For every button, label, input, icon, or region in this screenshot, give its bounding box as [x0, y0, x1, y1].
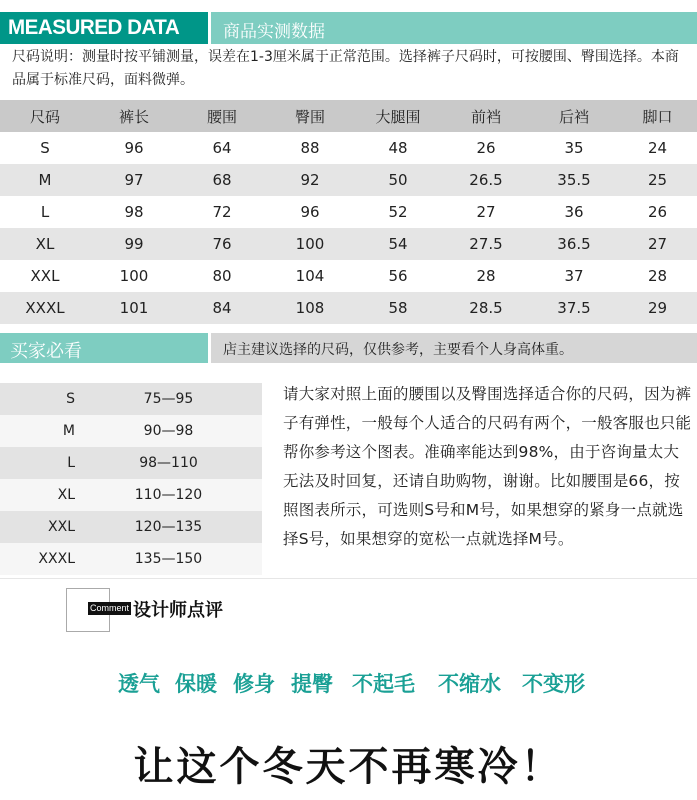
- table-cell: 104: [295, 267, 325, 285]
- feature-list: [0, 668, 697, 698]
- table-cell: 80: [212, 267, 232, 285]
- table-cell: 28: [476, 267, 496, 285]
- table-cell: 36.5: [530, 228, 618, 260]
- col-header: 臀围: [266, 100, 354, 132]
- table-cell: 35.5: [530, 164, 618, 196]
- table-cell: 27.5: [442, 228, 530, 260]
- feature-item: 不起毛: [352, 672, 415, 696]
- table-row: [0, 196, 697, 228]
- size-table: [0, 100, 697, 324]
- table-cell: 29: [618, 292, 697, 324]
- size-advice-text: 请大家对照上面的腰围以及臀围选择适合你的尺码，因为裤子有弹性，一般每个人适合的尺码有两个，一般客服也只能帮你参考这个图表。准确率能达到98%，由于咨询量太大无法及时回复，还请自助购物，谢谢。比如腰围是66，按照图表所示，可选则S号和M号，如果想穿的紧身一点就选择S号，如果想穿的宽松一点就选择M号。: [283, 385, 692, 548]
- col-header: 大腿围: [354, 100, 442, 132]
- table-cell: S: [40, 139, 50, 157]
- table-cell: 36: [564, 203, 584, 221]
- buyer-notice-subtitle-block: [211, 333, 697, 363]
- table-cell: 52: [388, 203, 408, 221]
- table-cell: 28.5: [442, 292, 530, 324]
- rec-range: 90—98: [75, 415, 262, 447]
- table-cell: 88: [300, 139, 320, 157]
- size-table-header-row: [0, 100, 697, 132]
- table-row: [0, 164, 697, 196]
- table-cell: 27: [618, 228, 697, 260]
- col-header: 裤长: [90, 100, 178, 132]
- col-header: 尺码: [0, 100, 90, 132]
- rec-size: XXXL: [0, 543, 75, 575]
- buyer-notice-title-block: [0, 333, 208, 363]
- table-cell: 35: [564, 139, 584, 157]
- header-title-en: MEASURED DATA: [8, 16, 180, 39]
- table-cell: 50: [354, 164, 442, 196]
- measured-data-header: [0, 12, 697, 44]
- col-header: 脚口: [618, 100, 697, 132]
- table-row: [0, 260, 697, 292]
- col-header: 腰围: [178, 100, 266, 132]
- buyer-notice-header: [0, 333, 697, 363]
- table-row: [0, 228, 697, 260]
- table-cell: 25: [618, 164, 697, 196]
- table-cell: 99: [90, 228, 178, 260]
- feature-item: 修身: [233, 672, 275, 696]
- feature-item: 不缩水: [438, 672, 501, 696]
- table-cell: 24: [647, 139, 668, 157]
- header-title-block: [0, 12, 208, 44]
- table-cell: 54: [354, 228, 442, 260]
- table-row: [0, 415, 262, 447]
- table-row: [0, 447, 262, 479]
- rec-range: 110—120: [75, 479, 262, 511]
- table-cell: 27: [476, 203, 496, 221]
- feature-item: 不变形: [522, 672, 585, 696]
- buyer-notice-subtitle: 店主建议选择的尺码，仅供参考，主要看个人身高体重。: [223, 342, 573, 358]
- table-cell: 108: [266, 292, 354, 324]
- rec-range: 120—135: [75, 511, 262, 543]
- table-cell: 37.5: [530, 292, 618, 324]
- table-row: [0, 383, 262, 415]
- table-row: [0, 511, 262, 543]
- table-cell: 84: [178, 292, 266, 324]
- table-row: [0, 132, 697, 164]
- table-cell: 96: [124, 139, 144, 157]
- section-divider: [0, 578, 697, 579]
- col-header: 后裆: [530, 100, 618, 132]
- table-cell: 26: [647, 203, 668, 221]
- table-cell: M: [0, 164, 90, 196]
- table-cell: 58: [354, 292, 442, 324]
- table-cell: 76: [178, 228, 266, 260]
- rec-size: M: [0, 415, 75, 447]
- rec-size: XXL: [0, 511, 75, 543]
- table-cell: XXL: [30, 267, 60, 285]
- designer-comment-title: 设计师点评: [133, 600, 223, 621]
- table-cell: 98: [124, 203, 144, 221]
- buyer-notice-title: 买家必看: [10, 341, 82, 362]
- table-cell: XXXL: [0, 292, 90, 324]
- table-cell: 101: [90, 292, 178, 324]
- table-cell: 26.5: [442, 164, 530, 196]
- table-cell: XL: [0, 228, 90, 260]
- col-header: 前裆: [442, 100, 530, 132]
- rec-size: L: [0, 447, 75, 479]
- table-cell: 96: [300, 203, 320, 221]
- rec-range: 98—110: [75, 447, 262, 479]
- rec-size: XL: [0, 479, 75, 511]
- header-title-cn: 商品实测数据: [223, 22, 325, 42]
- table-cell: 92: [266, 164, 354, 196]
- table-cell: 56: [388, 267, 408, 285]
- table-cell: 64: [212, 139, 232, 157]
- slogan: 让这个冬天不再寒冷！: [133, 744, 564, 790]
- comment-tag: Comment: [90, 603, 130, 613]
- table-cell: 72: [212, 203, 232, 221]
- table-cell: 100: [119, 267, 149, 285]
- table-row: [0, 292, 697, 324]
- table-cell: 100: [266, 228, 354, 260]
- rec-range: 135—150: [75, 543, 262, 575]
- table-cell: 97: [90, 164, 178, 196]
- table-cell: 37: [564, 267, 584, 285]
- recommend-table: [0, 383, 262, 575]
- size-note: 尺码说明：测量时按平铺测量，误差在1-3厘米属于正常范围。选择裤子尺码时，可按腰围、臀围选择。本商品属于标准尺码，面料微弹。: [12, 49, 679, 88]
- table-cell: 48: [388, 139, 408, 157]
- table-row: [0, 479, 262, 511]
- rec-range: 75—95: [75, 383, 262, 415]
- table-cell: 28: [647, 267, 668, 285]
- table-cell: 68: [178, 164, 266, 196]
- feature-item: 提臀: [291, 672, 333, 696]
- rec-size: S: [0, 383, 75, 415]
- header-subtitle-block: [211, 12, 697, 44]
- feature-item: 保暖: [175, 672, 217, 696]
- feature-item: 透气: [118, 672, 160, 696]
- table-cell: L: [40, 203, 50, 221]
- table-cell: 26: [476, 139, 496, 157]
- table-row: [0, 543, 262, 575]
